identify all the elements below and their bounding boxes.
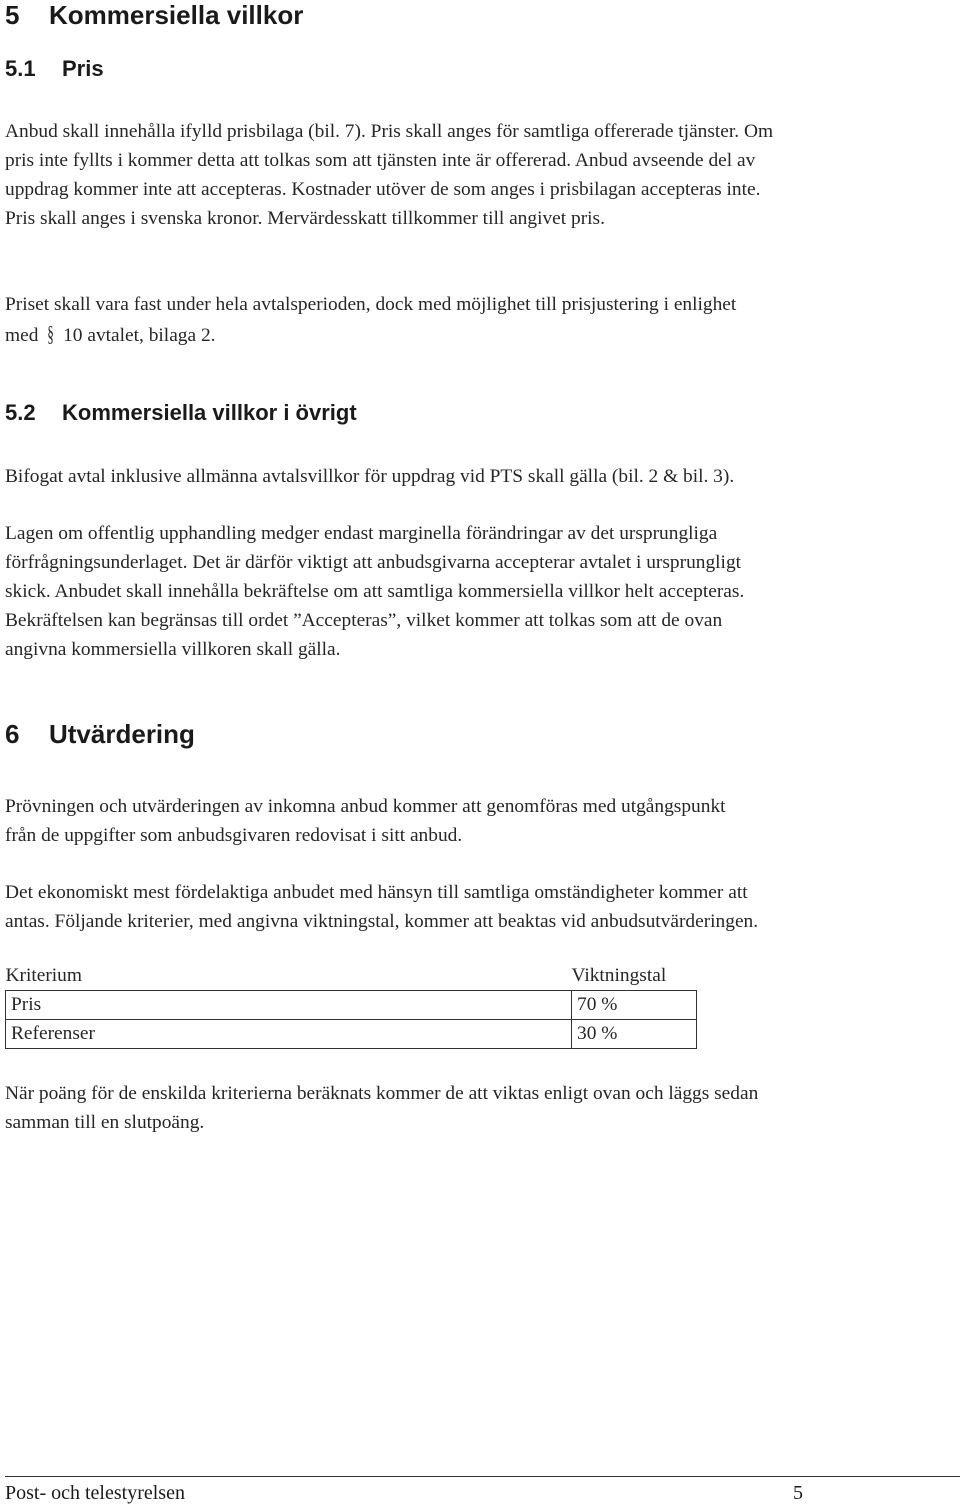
paragraph-anbud-prisbilaga <box>5 117 950 204</box>
table-cell: Pris <box>6 991 572 1020</box>
footer-page-number: 5 <box>793 1482 803 1504</box>
paragraph-svenska-kronor <box>5 204 950 233</box>
footer-org: Post- och telestyrelsen <box>5 1482 185 1504</box>
table-row <box>6 1020 697 1049</box>
table-header-cell: Viktningstal <box>571 965 667 986</box>
criteria-table <box>5 962 697 1049</box>
table-cell: Referenser <box>6 1020 572 1049</box>
paragraph-line: förfrågningsunderlaget. Det är därför viktigt att anbudsgivarna accepterar avtalet i ursprungligt <box>5 552 742 573</box>
table-cell: 70 % <box>572 991 697 1020</box>
paragraph-line: antas. Följande kriterier, med angivna viktningstal, kommer att beaktas vid anbudsutvärderingen. <box>5 911 759 932</box>
section-heading-5 <box>5 0 303 30</box>
footer-divider <box>5 1476 960 1477</box>
paragraph-bifogat-avtal <box>5 462 950 491</box>
subsection-title: Kommersiella villkor i övrigt <box>62 400 357 425</box>
section-heading-6 <box>5 719 195 749</box>
paragraph-line: Prövningen och utvärderingen av inkomna anbud kommer att genomföras med utgångspunkt <box>5 796 726 817</box>
paragraph-line: Anbud skall innehålla ifylld prisbilaga (bil. 7). Pris skall anges för samtliga offererade tjänster. Om <box>5 121 774 142</box>
paragraph-line: Priset skall vara fast under hela avtalsperioden, dock med möjlighet till prisjustering i enlighet <box>5 294 737 315</box>
paragraph-line: Bekräftelsen kan begränsas till ordet ”Accepteras”, vilket kommer att tolkas som att de ovan <box>5 610 723 631</box>
paragraph-line <box>5 319 950 350</box>
paragraph-line: Det ekonomiskt mest fördelaktiga anbudet med hänsyn till samtliga omständigheter kommer att <box>5 882 748 903</box>
paragraph-ekonomiskt-fordelaktiga <box>5 878 950 936</box>
paragraph-line: Lagen om offentlig upphandling medger endast marginella förändringar av det ursprungliga <box>5 523 718 544</box>
paragraph-lagen-om-upphandling <box>5 519 950 664</box>
section-number: 6 <box>5 719 20 749</box>
subsection-number: 5.2 <box>5 400 36 425</box>
paragraph-line: skick. Anbudet skall innehålla bekräftelse om att samtliga kommersiella villkor helt accepteras. <box>5 581 745 602</box>
paragraph-line: från de uppgifter som anbudsgivaren redovisat i sitt anbud. <box>5 825 463 846</box>
table-row <box>6 991 697 1020</box>
subsection-number: 5.1 <box>5 56 36 81</box>
section-sign: § <box>47 321 55 346</box>
paragraph-line: Bifogat avtal inklusive allmänna avtalsvillkor för uppdrag vid PTS skall gälla (bil. 2 & bil. 3). <box>5 466 735 487</box>
section-number: 5 <box>5 0 20 30</box>
paragraph-provningen <box>5 792 950 850</box>
paragraph-line: samman till en slutpoäng. <box>5 1112 205 1133</box>
subsection-title: Pris <box>62 56 104 81</box>
paragraph-prisjustering <box>5 290 950 350</box>
paragraph-line: pris inte fyllts i kommer detta att tolkas som att tjänsten inte är offererad. Anbud avseende del av <box>5 150 756 171</box>
paragraph-line: Pris skall anges i svenska kronor. Mervärdesskatt tillkommer till angivet pris. <box>5 208 605 229</box>
paragraph-poang-slutpoang <box>5 1079 950 1137</box>
section-title: Utvärdering <box>49 719 195 749</box>
subsection-heading-5-2 <box>5 400 357 426</box>
table-header-row <box>6 962 697 991</box>
text-before-section-sign: med <box>5 325 39 346</box>
paragraph-line: angivna kommersiella villkoren skall gälla. <box>5 639 341 660</box>
subsection-heading-5-1 <box>5 56 104 82</box>
section-title: Kommersiella villkor <box>49 0 304 30</box>
paragraph-line: uppdrag kommer inte att accepteras. Kostnader utöver de som anges i prisbilagan accepteras inte. <box>5 179 761 200</box>
text-after-section-sign: 10 avtalet, bilaga 2. <box>63 325 216 346</box>
table-header-cell: Kriterium <box>5 965 82 986</box>
table-cell: 30 % <box>572 1020 697 1049</box>
paragraph-line: När poäng för de enskilda kriterierna beräknats kommer de att viktas enligt ovan och läggs sedan <box>5 1083 759 1104</box>
